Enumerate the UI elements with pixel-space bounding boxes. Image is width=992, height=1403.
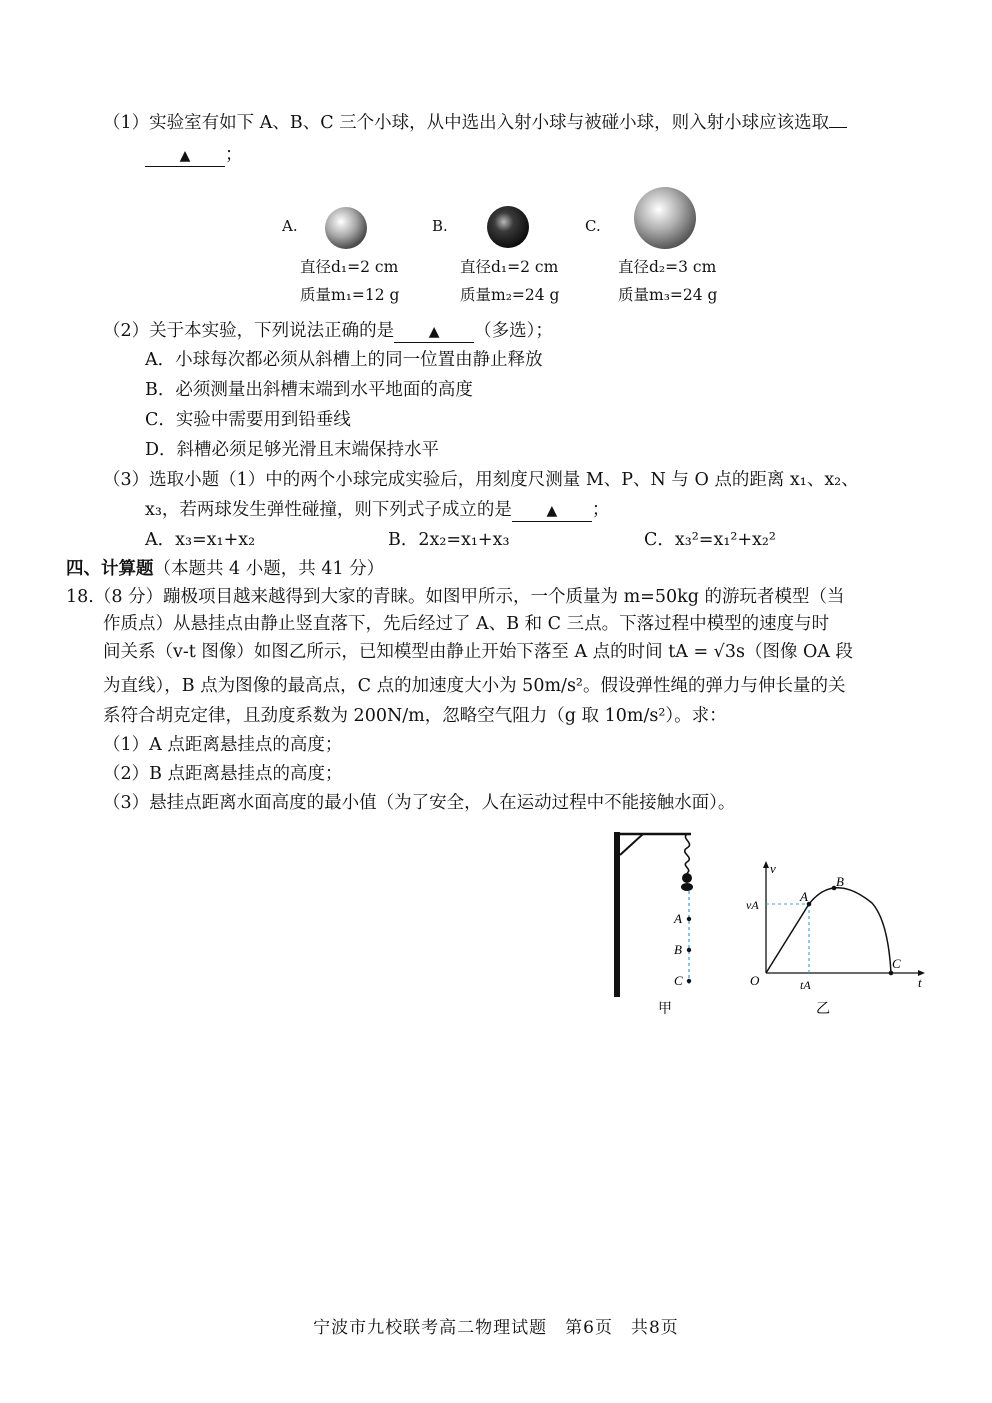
answer-blank-2[interactable] bbox=[394, 321, 474, 343]
point-b-label: B bbox=[674, 942, 682, 957]
point-a-label: A bbox=[674, 911, 682, 926]
q17-p2-option-c: C．实验中需要用到铅垂线 bbox=[145, 410, 351, 430]
point-c-dot bbox=[889, 971, 894, 976]
brace bbox=[620, 834, 643, 855]
page-footer: 宁波市九校联考高二物理试题 第6页 共8页 bbox=[313, 1318, 679, 1338]
q18-line-2: 作质点）从悬挂点由静止竖直落下，先后经过了 A、B 和 C 三点。下落过程中模型的速度与时 bbox=[103, 614, 830, 634]
ball-b-label: B. bbox=[432, 217, 448, 235]
ball-c-diameter: 直径d₂=3 cm bbox=[618, 258, 717, 276]
blank-mark: ▲ bbox=[179, 148, 191, 164]
point-b-label: B bbox=[836, 874, 844, 889]
q17-part3-line2 bbox=[145, 498, 609, 522]
q17-part1 bbox=[103, 111, 847, 135]
ball-b-image bbox=[484, 203, 532, 251]
origin-label: O bbox=[750, 973, 760, 988]
ball-a-mass: 质量m₁=12 g bbox=[300, 286, 400, 304]
q17-p2-option-d: D．斜槽必须足够光滑且末端保持水平 bbox=[145, 440, 440, 460]
ball-b-diameter: 直径d₁=2 cm bbox=[460, 258, 559, 276]
q18-line-3: 间关系（v-t 图像）如图乙所示，已知模型由静止开始下落至 A 点的时间 tA = √3s（图像 OA 段 bbox=[103, 642, 854, 662]
point-a-label: A bbox=[800, 889, 808, 904]
q17-part2-text: （2）关于本实验，下列说法正确的是 bbox=[103, 321, 395, 341]
ball-c-mass: 质量m₃=24 g bbox=[618, 286, 718, 304]
q17-part2 bbox=[103, 319, 553, 343]
figure-jia bbox=[605, 825, 715, 1020]
section-4-note: （本题共 4 小题，共 41 分） bbox=[153, 559, 385, 579]
va-label: vA bbox=[746, 898, 759, 912]
blank-mark: ▲ bbox=[546, 503, 558, 519]
ball-c-image bbox=[631, 184, 699, 252]
figure-jia-caption: 甲 bbox=[658, 1002, 672, 1017]
jumper-head bbox=[682, 873, 692, 883]
q18-line-5: 系符合胡克定律，且劲度系数为 200N/m，忽略空气阻力（g 取 10m/s²）。求： bbox=[103, 706, 727, 726]
q17-p3-option-c: C．x₃²=x₁²+x₂² bbox=[644, 530, 776, 550]
q17-p2-option-b: B．必须测量出斜槽末端到水平地面的高度 bbox=[145, 380, 473, 400]
pole bbox=[614, 832, 620, 997]
jumper-body bbox=[681, 883, 693, 891]
q17-part3-line2-text: x₃，若两球发生弹性碰撞，则下列式子成立的是 bbox=[145, 500, 512, 520]
q17-p2-option-a: A．小球每次都必须从斜槽上的同一位置由静止释放 bbox=[145, 350, 543, 370]
q18-line-4: 为直线），B 点为图像的最高点，C 点的加速度大小为 50m/s²。假设弹性绳的弹力与伸长量的关 bbox=[103, 676, 846, 696]
ball-c-label: C. bbox=[585, 217, 601, 235]
q17-part1-cont bbox=[145, 143, 243, 167]
q17-p3-option-b: B．2x₂=x₁+x₃ bbox=[388, 530, 510, 550]
point-c-label: C bbox=[892, 956, 901, 971]
figure-yi-caption: 乙 bbox=[816, 1002, 830, 1017]
blank-mark: ▲ bbox=[428, 324, 440, 340]
q17-part1-tail: ； bbox=[225, 145, 243, 165]
point-b-dot bbox=[687, 948, 691, 952]
segment-oa bbox=[766, 904, 809, 973]
answer-blank-1[interactable] bbox=[145, 145, 225, 167]
ball-a-diameter: 直径d₁=2 cm bbox=[300, 258, 399, 276]
ball-a-label: A. bbox=[282, 217, 298, 235]
q18-sub-2: （2）B 点距离悬挂点的高度； bbox=[103, 764, 343, 784]
v-axis-arrow bbox=[763, 861, 769, 868]
ball-a-image bbox=[322, 204, 370, 252]
q18-line-1: 18.（8 分）蹦极项目越来越得到大家的青睐。如图甲所示，一个质量为 m=50kg 的游玩者模型（当 bbox=[66, 587, 845, 607]
v-axis-label: v bbox=[770, 861, 776, 876]
section-4-title: 四、计算题 bbox=[66, 559, 154, 579]
figure-yi-vt-graph bbox=[740, 855, 935, 1020]
answer-blank-1a[interactable] bbox=[829, 127, 847, 128]
t-axis-label: t bbox=[918, 975, 922, 990]
curve-abc bbox=[809, 888, 891, 973]
elastic-rope bbox=[685, 834, 690, 873]
point-c-label: C bbox=[674, 973, 683, 988]
q18-sub-3: （3）悬挂点距离水面高度的最小值（为了安全，人在运动过程中不能接触水面）。 bbox=[103, 793, 736, 813]
ta-label: tA bbox=[800, 978, 811, 992]
point-c-dot bbox=[687, 979, 691, 983]
section-4-header bbox=[66, 557, 384, 581]
point-a-dot bbox=[687, 917, 691, 921]
ball-b-mass: 质量m₂=24 g bbox=[460, 286, 560, 304]
q18-sub-1: （1）A 点距离悬挂点的高度； bbox=[103, 735, 343, 755]
q17-part3-line1: （3）选取小题（1）中的两个小球完成实验后，用刻度尺测量 M、P、N 与 O 点的距离 x₁、x₂、 bbox=[103, 470, 859, 490]
answer-blank-3[interactable] bbox=[512, 500, 592, 522]
q17-part2-tail: （多选）； bbox=[474, 321, 553, 341]
q17-p3-option-a: A．x₃=x₁+x₂ bbox=[145, 530, 256, 550]
q17-part1-text: （1）实验室有如下 A、B、C 三个小球，从中选出入射小球与被碰小球，则入射小球应该选取 bbox=[103, 113, 830, 133]
q17-part3-tail: ； bbox=[591, 500, 610, 520]
